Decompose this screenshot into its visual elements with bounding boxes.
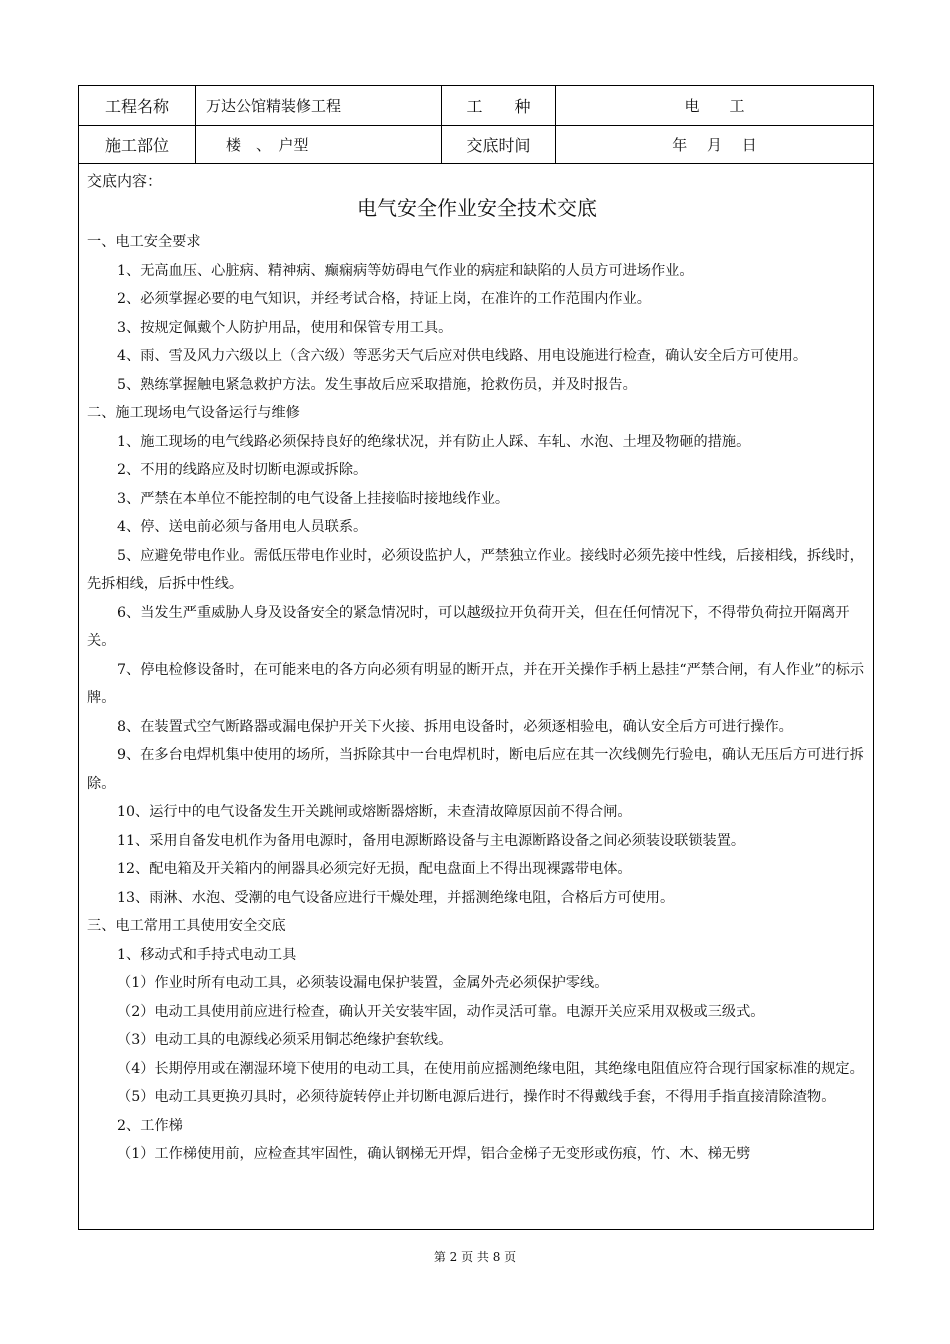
section-heading: 三、电工常用工具使用安全交底 xyxy=(87,918,286,934)
content-paragraph: 9、在多台电焊机集中使用的场所，当拆除其中一台电焊机时，断电后应在其一次线侧先行验电，确认无压后方可进行拆除。 xyxy=(87,747,864,792)
content-paragraph: 3、按规定佩戴个人防护用品，使用和保管专用工具。 xyxy=(117,319,453,336)
content-paragraph: 1、无高血压、心脏病、精神病、癫痫病等妨碍电气作业的病症和缺陷的人员方可进场作业。 xyxy=(117,262,694,279)
content-paragraph: 12、配电箱及开关箱内的闸器具必须完好无损，配电盘面上不得出现裸露带电体。 xyxy=(117,861,632,877)
document-title: 电气安全作业安全技术交底 xyxy=(357,196,597,220)
content-paragraph: （5）电动工具更换刃具时，必须待旋转停止并切断电源后进行，操作时不得戴线手套，不得用手指直接清除渣物。 xyxy=(117,1089,836,1105)
content-paragraph: （3）电动工具的电源线必须采用铜芯绝缘护套软线。 xyxy=(117,1032,453,1048)
content-lines xyxy=(87,228,867,1169)
content-paragraph: 1、移动式和手持式电动工具 xyxy=(117,946,297,963)
trade-label: 工 种 xyxy=(442,86,556,125)
content-paragraph: （1）工作梯使用前，应检查其牢固性，确认钢梯无开焊，铝合金梯子无变形或伤痕，竹、木、梯无劈 xyxy=(117,1146,751,1162)
content-paragraph: 5、应避免带电作业。需低压带电作业时，必须设监护人，严禁独立作业。接线时必须先接中性线，后接相线，拆线时，先拆相线，后拆中性线。 xyxy=(87,547,864,592)
date-label: 交底时间 xyxy=(442,126,556,163)
content-paragraph: 3、严禁在本单位不能控制的电气设备上挂接临时接地线作业。 xyxy=(117,490,510,507)
content-paragraph: 4、雨、雪及风力六级以上（含六级）等恶劣天气后应对供电线路、用电设施进行检查，确认安全后方可使用。 xyxy=(117,348,808,364)
content-paragraph: （2）电动工具使用前应进行检查，确认开关安装牢固，动作灵活可靠。电源开关应采用双极或三级式。 xyxy=(117,1003,765,1020)
content-paragraph: 10、运行中的电气设备发生开关跳闸或熔断器熔断，未查清故障原因前不得合闸。 xyxy=(117,804,632,820)
date-value: 年 月 日 xyxy=(672,136,757,154)
content-paragraph: 6、当发生严重威胁人身及设备安全的紧急情况时，可以越级拉开负荷开关，但在任何情况下，不得带负荷拉开隔离开关。 xyxy=(87,604,850,649)
page-footer: 第 2 页 共 8 页 xyxy=(433,1250,517,1264)
document-table xyxy=(78,85,874,1230)
project-name-label: 工程名称 xyxy=(79,86,196,125)
content-paragraph: 13、雨淋、水泡、受潮的电气设备应进行干燥处理，并摇测绝缘电阻，合格后方可使用。 xyxy=(117,889,675,906)
content-paragraph: 5、熟练掌握触电紧急救护方法。发生事故后应采取措施，抢救伤员，并及时报告。 xyxy=(117,376,637,393)
content-paragraph: 2、工作梯 xyxy=(117,1117,183,1134)
project-name-value: 万达公馆精装修工程 xyxy=(196,86,442,125)
content-paragraph: 2、不用的线路应及时切断电源或拆除。 xyxy=(117,462,368,478)
content-paragraph: （4）长期停用或在潮湿环境下使用的电动工具，在使用前应摇测绝缘电阻，其绝缘电阻值应符合现行国家标准的规定。 xyxy=(117,1060,864,1077)
content-paragraph: 4、停、送电前必须与备用电人员联系。 xyxy=(117,519,368,535)
content-paragraph: 8、在装置式空气断路器或漏电保护开关下火接、拆用电设备时，必须逐相验电，确认安全后方可进行操作。 xyxy=(117,718,793,735)
content-label: 交底内容： xyxy=(87,172,163,190)
header-row-1 xyxy=(79,86,873,126)
location-value: 楼 、 户型 xyxy=(196,126,442,163)
header-row-2 xyxy=(79,126,873,164)
section-heading: 二、施工现场电气设备运行与维修 xyxy=(87,405,300,421)
location-label: 施工部位 xyxy=(79,126,196,163)
briefing-content xyxy=(79,164,873,1169)
trade-value: 电 工 xyxy=(684,97,745,115)
section-heading: 一、电工安全要求 xyxy=(87,234,201,250)
content-paragraph: （1）作业时所有电动工具，必须装设漏电保护装置，金属外壳必须保护零线。 xyxy=(117,975,609,991)
content-paragraph: 11、采用自备发电机作为备用电源时，备用电源断路设备与主电源断路设备之间必须装设联锁装置。 xyxy=(117,832,746,849)
content-paragraph: 1、施工现场的电气线路必须保持良好的绝缘状况，并有防止人踩、车轧、水泡、土埋及物砸的措施。 xyxy=(117,433,751,450)
content-paragraph: 7、停电检修设备时，在可能来电的各方向必须有明显的断开点，并在开关操作手柄上悬挂“严禁合闸，有人作业”的标示牌。 xyxy=(87,661,865,706)
content-paragraph: 2、必须掌握必要的电气知识，并经考试合格，持证上岗，在准许的工作范围内作业。 xyxy=(117,291,651,307)
